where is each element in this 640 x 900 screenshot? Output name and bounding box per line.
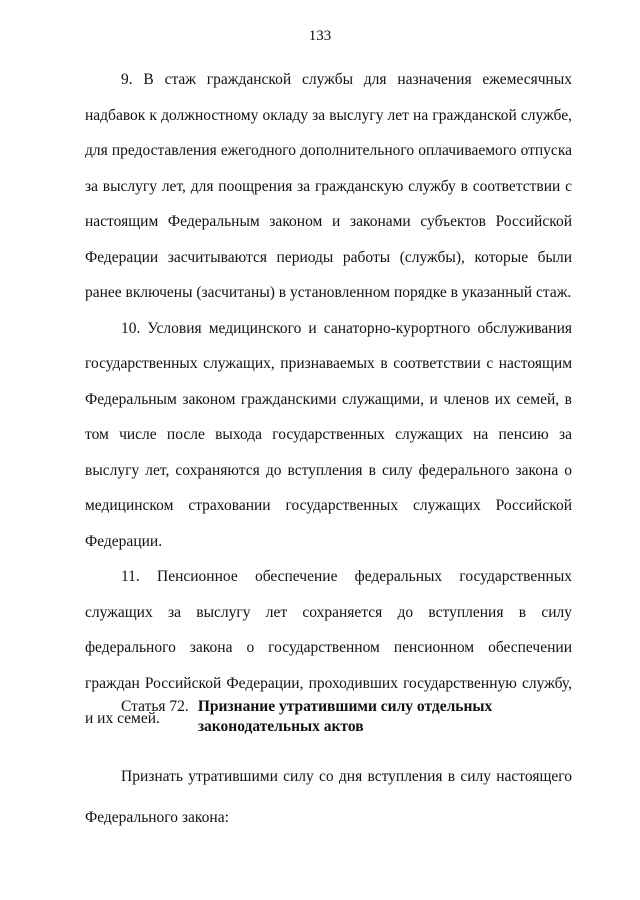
document-body <box>85 62 572 737</box>
final-paragraph: Признать утратившими силу со дня вступления в силу настоящего Федерального закона: <box>85 768 572 826</box>
paragraph-10: 10. Условия медицинского и санаторно-курортного обслуживания государственных служащих, признаваемых в соответствии с настоящим Федеральным законом гражданскими служащими, и членов их семей, в том числе после выхода государственных служащих на пенсию за выслугу лет, сохраняются до вступления в силу федерального закона о медицинском страховании государственных служащих Российской Федерации. <box>85 319 572 550</box>
paragraph-11: 11. Пенсионное обеспечение федеральных государственных служащих за выслугу лет сохраняется до вступления в силу федерального закона о государственном пенсионном обеспечении граждан Российской Федерации, проходивших государственную службу, и их семей. <box>85 568 572 727</box>
paragraph-9: 9. В стаж гражданской службы для назначения ежемесячных надбавок к должностному окладу за выслугу лет на гражданской службе, для предоставления ежегодного дополнительного оплачиваемого отпуска за выслугу лет, для поощрения за гражданскую службу в соответствии с настоящим Федеральным законом и законами субъектов Российской Федерации засчитываются периоды работы (службы), которые были ранее включены (засчитаны) в установленном порядке в указанный стаж. <box>85 71 572 301</box>
final-paragraph-wrapper <box>85 756 572 838</box>
page-number: 133 <box>308 28 332 44</box>
article-title: Признание утратившими силу отдельных законодательных актов <box>197 698 493 735</box>
article-label: Статья 72. <box>121 698 189 715</box>
article-heading <box>121 697 581 737</box>
